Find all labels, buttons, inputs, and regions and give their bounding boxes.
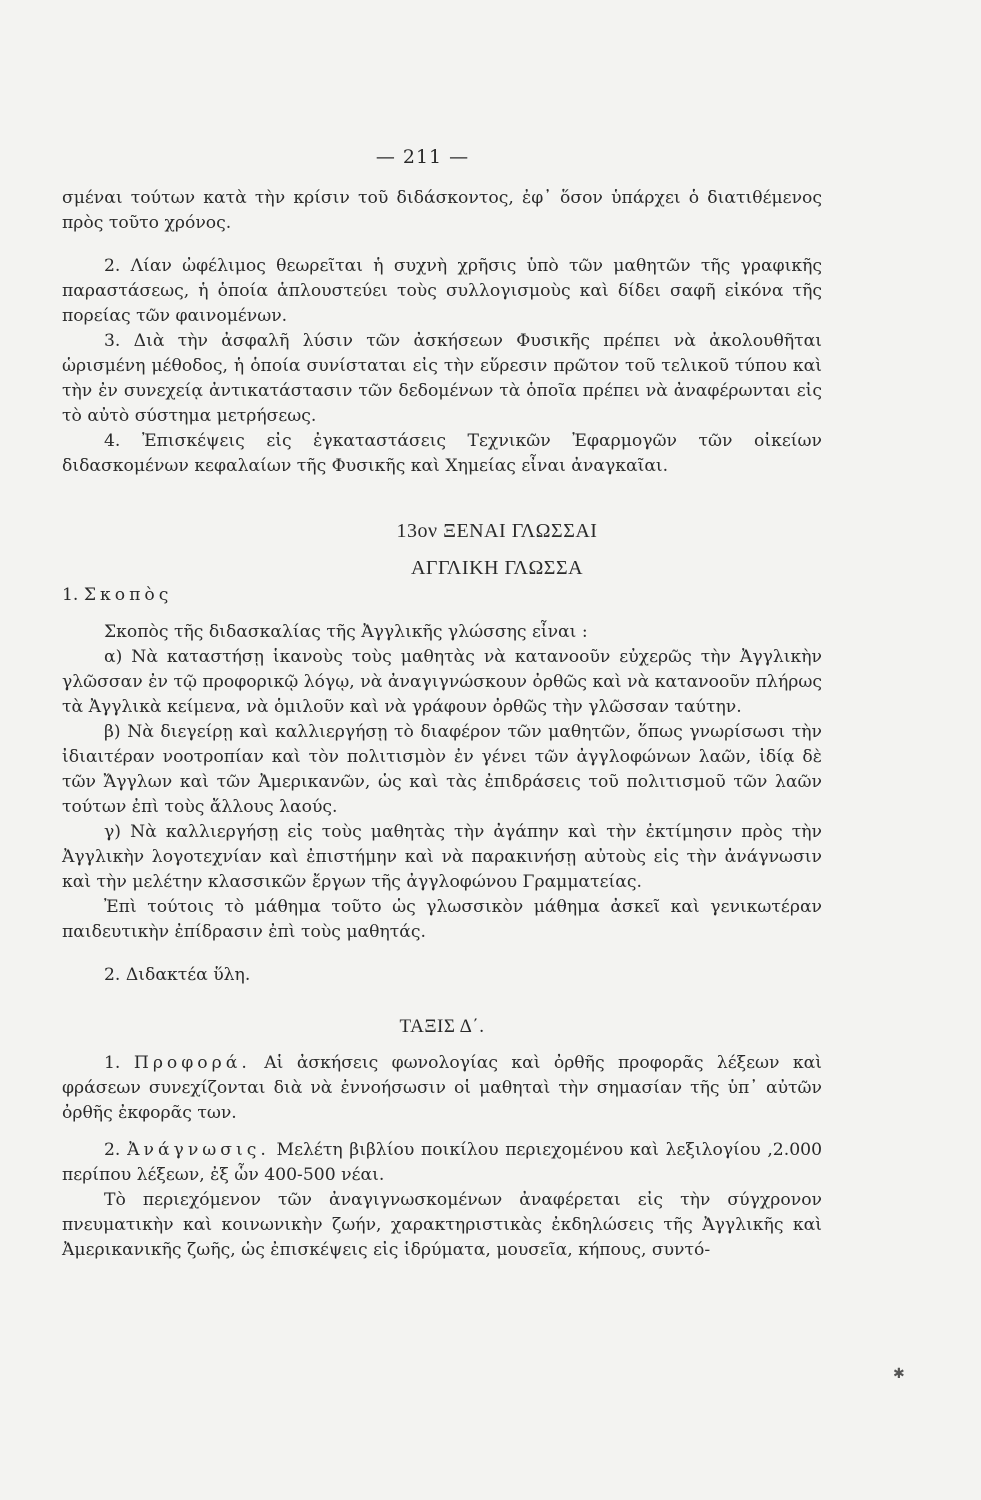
scopos-intro: Σκοπὸς τῆς διδασκαλίας τῆς Ἀγγλικῆς γλώσσης εἶναι : [104,622,588,642]
page-number: — 211 — [375,146,470,168]
pronunciation-label: Προφορά. [133,1053,251,1073]
reading-number: 2. [104,1140,121,1160]
section-title: 13ον ΞΕΝΑΙ ΓΛΩΣΣΑΙ [396,520,598,542]
ink-mark-icon: ✱ [893,1366,905,1382]
pronunciation-text: Αἱ ἀσκήσεις φωνολογίας καὶ ὀρθῆς προφορᾶς λέξεων καὶ φράσεων συνεχίζονται διὰ νὰ ἐννοήσωσιν οἱ μαθηταὶ τὴν σημασίαν τῆς ὑπ᾽ αὐτῶν ὀρθῆς ἐκφορᾶς των. [62,1053,823,1123]
intro-paragraph: σμέναι τούτων κατὰ τὴν κρίσιν τοῦ διδάσκοντος, ἐφ᾽ ὅσον ὑπάρχει ὁ διατιθέμενος πρὸς τοῦτο χρόνος. [62,188,822,233]
scopos-closing: Ἐπὶ τούτοις τὸ μάθημα τοῦτο ὡς γλωσσικὸν μάθημα ἀσκεῖ καὶ γενικωτέραν παιδευτικὴν ἐπίδρασιν ἐπὶ τοὺς μαθητάς. [62,897,822,942]
physics-point-2: 2. Λίαν ὠφέλιμος θεωρεῖται ἡ συχνὴ χρῆσις ὑπὸ τῶν μαθητῶν τῆς γραφικῆς παραστάσεως, ἡ ὁποία ἁπλουστεύει τοὺς συλλογισμοὺς καὶ δίδει σαφῆ εἰκόνα τῆς πορείας τῶν φαινομένων. [62,256,822,326]
scopos-number: 1. [62,585,79,605]
section-subtitle: ΑΓΓΛΙΚΗ ΓΛΩΣΣΑ [410,557,584,579]
page-body [62,186,822,1263]
reading-content-paragraph: Τὸ περιεχόμενον τῶν ἀναγιγνωσκομένων ἀναφέρεται εἰς τὴν σύγχρονον πνευματικὴν καὶ κοινωνικὴν ζωήν, χαρακτηριστικὰς ἐκδηλώσεις τῆς Ἀγγλικῆς καὶ Ἀμερικανικῆς ζωῆς, ὡς ἐπισκέψεις εἰς ἱδρύματα, μουσεῖα, κήπους, συντό- [62,1190,822,1260]
material-heading: 2. Διδακτέα ὕλη. [104,965,251,985]
scopos-label: Σκοπὸς [83,585,173,605]
reading-label: Ἀνάγνωσις. [127,1140,270,1160]
class-d-title: ΤΑΞΙΣ Δ΄. [399,1016,485,1037]
scopos-item-a: α) Νὰ καταστήσῃ ἱκανοὺς τοὺς μαθητὰς νὰ κατανοοῦν εὐχερῶς τὴν Ἀγγλικὴν γλῶσσαν ἐν τῷ προφορικῷ λόγῳ, νὰ ἀναγιγνώσκουν ὀρθῶς καὶ νὰ κατανοοῦν πλήρως τὰ Ἀγγλικὰ κείμενα, νὰ ὁμιλοῦν καὶ νὰ γράφουν ὀρθῶς τὴν γλῶσσαν ταύτην. [62,647,822,717]
reading-text: Μελέτη βιβλίου ποικίλου περιεχομένου καὶ λεξιλογίου ,2.000 περίπου λέξεων, ἐξ ὧν 400-500 νέαι. [62,1140,823,1185]
scopos-item-c: γ) Νὰ καλλιεργήσῃ εἰς τοὺς μαθητὰς τὴν ἀγάπην καὶ τὴν ἐκτίμησιν πρὸς τὴν Ἀγγλικὴν λογοτεχνίαν καὶ ἐπιστήμην καὶ νὰ παρακινήσῃ αὐτοὺς εἰς τὴν ἀνάγνωσιν καὶ τὴν μελέτην κλασσικῶν ἔργων τῆς ἀγγλοφώνου Γραμματείας. [62,822,822,892]
physics-point-4: 4. Ἐπισκέψεις εἰς ἐγκαταστάσεις Τεχνικῶν Ἐφαρμογῶν τῶν οἰκείων διδασκομένων κεφαλαίων τῆς Φυσικῆς καὶ Χημείας εἶναι ἀναγκαῖαι. [62,431,822,476]
scopos-heading [62,583,822,608]
reading-paragraph [62,1138,822,1188]
scopos-item-b: β) Νὰ διεγείρῃ καὶ καλλιεργήσῃ τὸ διαφέρον τῶν μαθητῶν, ὅπως γνωρίσωσι τὴν ἰδιαιτέραν νοοτροπίαν καὶ τὸν πολιτισμὸν ἐν γένει τῶν ἀγγλοφώνων λαῶν, ἰδίᾳ δὲ τῶν Ἄγγλων καὶ τῶν Ἀμερικανῶν, ὡς καὶ τὰς ἐπιδράσεις τοῦ πολιτισμοῦ τῶν λαῶν τούτων ἐπὶ τοὺς ἄλλους λαούς. [62,722,822,817]
physics-point-3: 3. Διὰ τὴν ἀσφαλῆ λύσιν τῶν ἀσκήσεων Φυσικῆς πρέπει νὰ ἀκολουθῆται ὡρισμένη μέθοδος, ἡ ὁποία συνίσταται εἰς τὴν εὕρεσιν πρῶτον τοῦ τελικοῦ τύπου καὶ τὴν ἐν συνεχείᾳ ἀντικατάστασιν τῶν δεδομένων τὰ ὁποῖα πρέπει νὰ ἀναφέρωνται εἰς τὸ αὐτὸ σύστημα μετρήσεως. [62,331,822,426]
pronunciation-paragraph [62,1051,822,1126]
pronunciation-number: 1. [104,1053,121,1073]
